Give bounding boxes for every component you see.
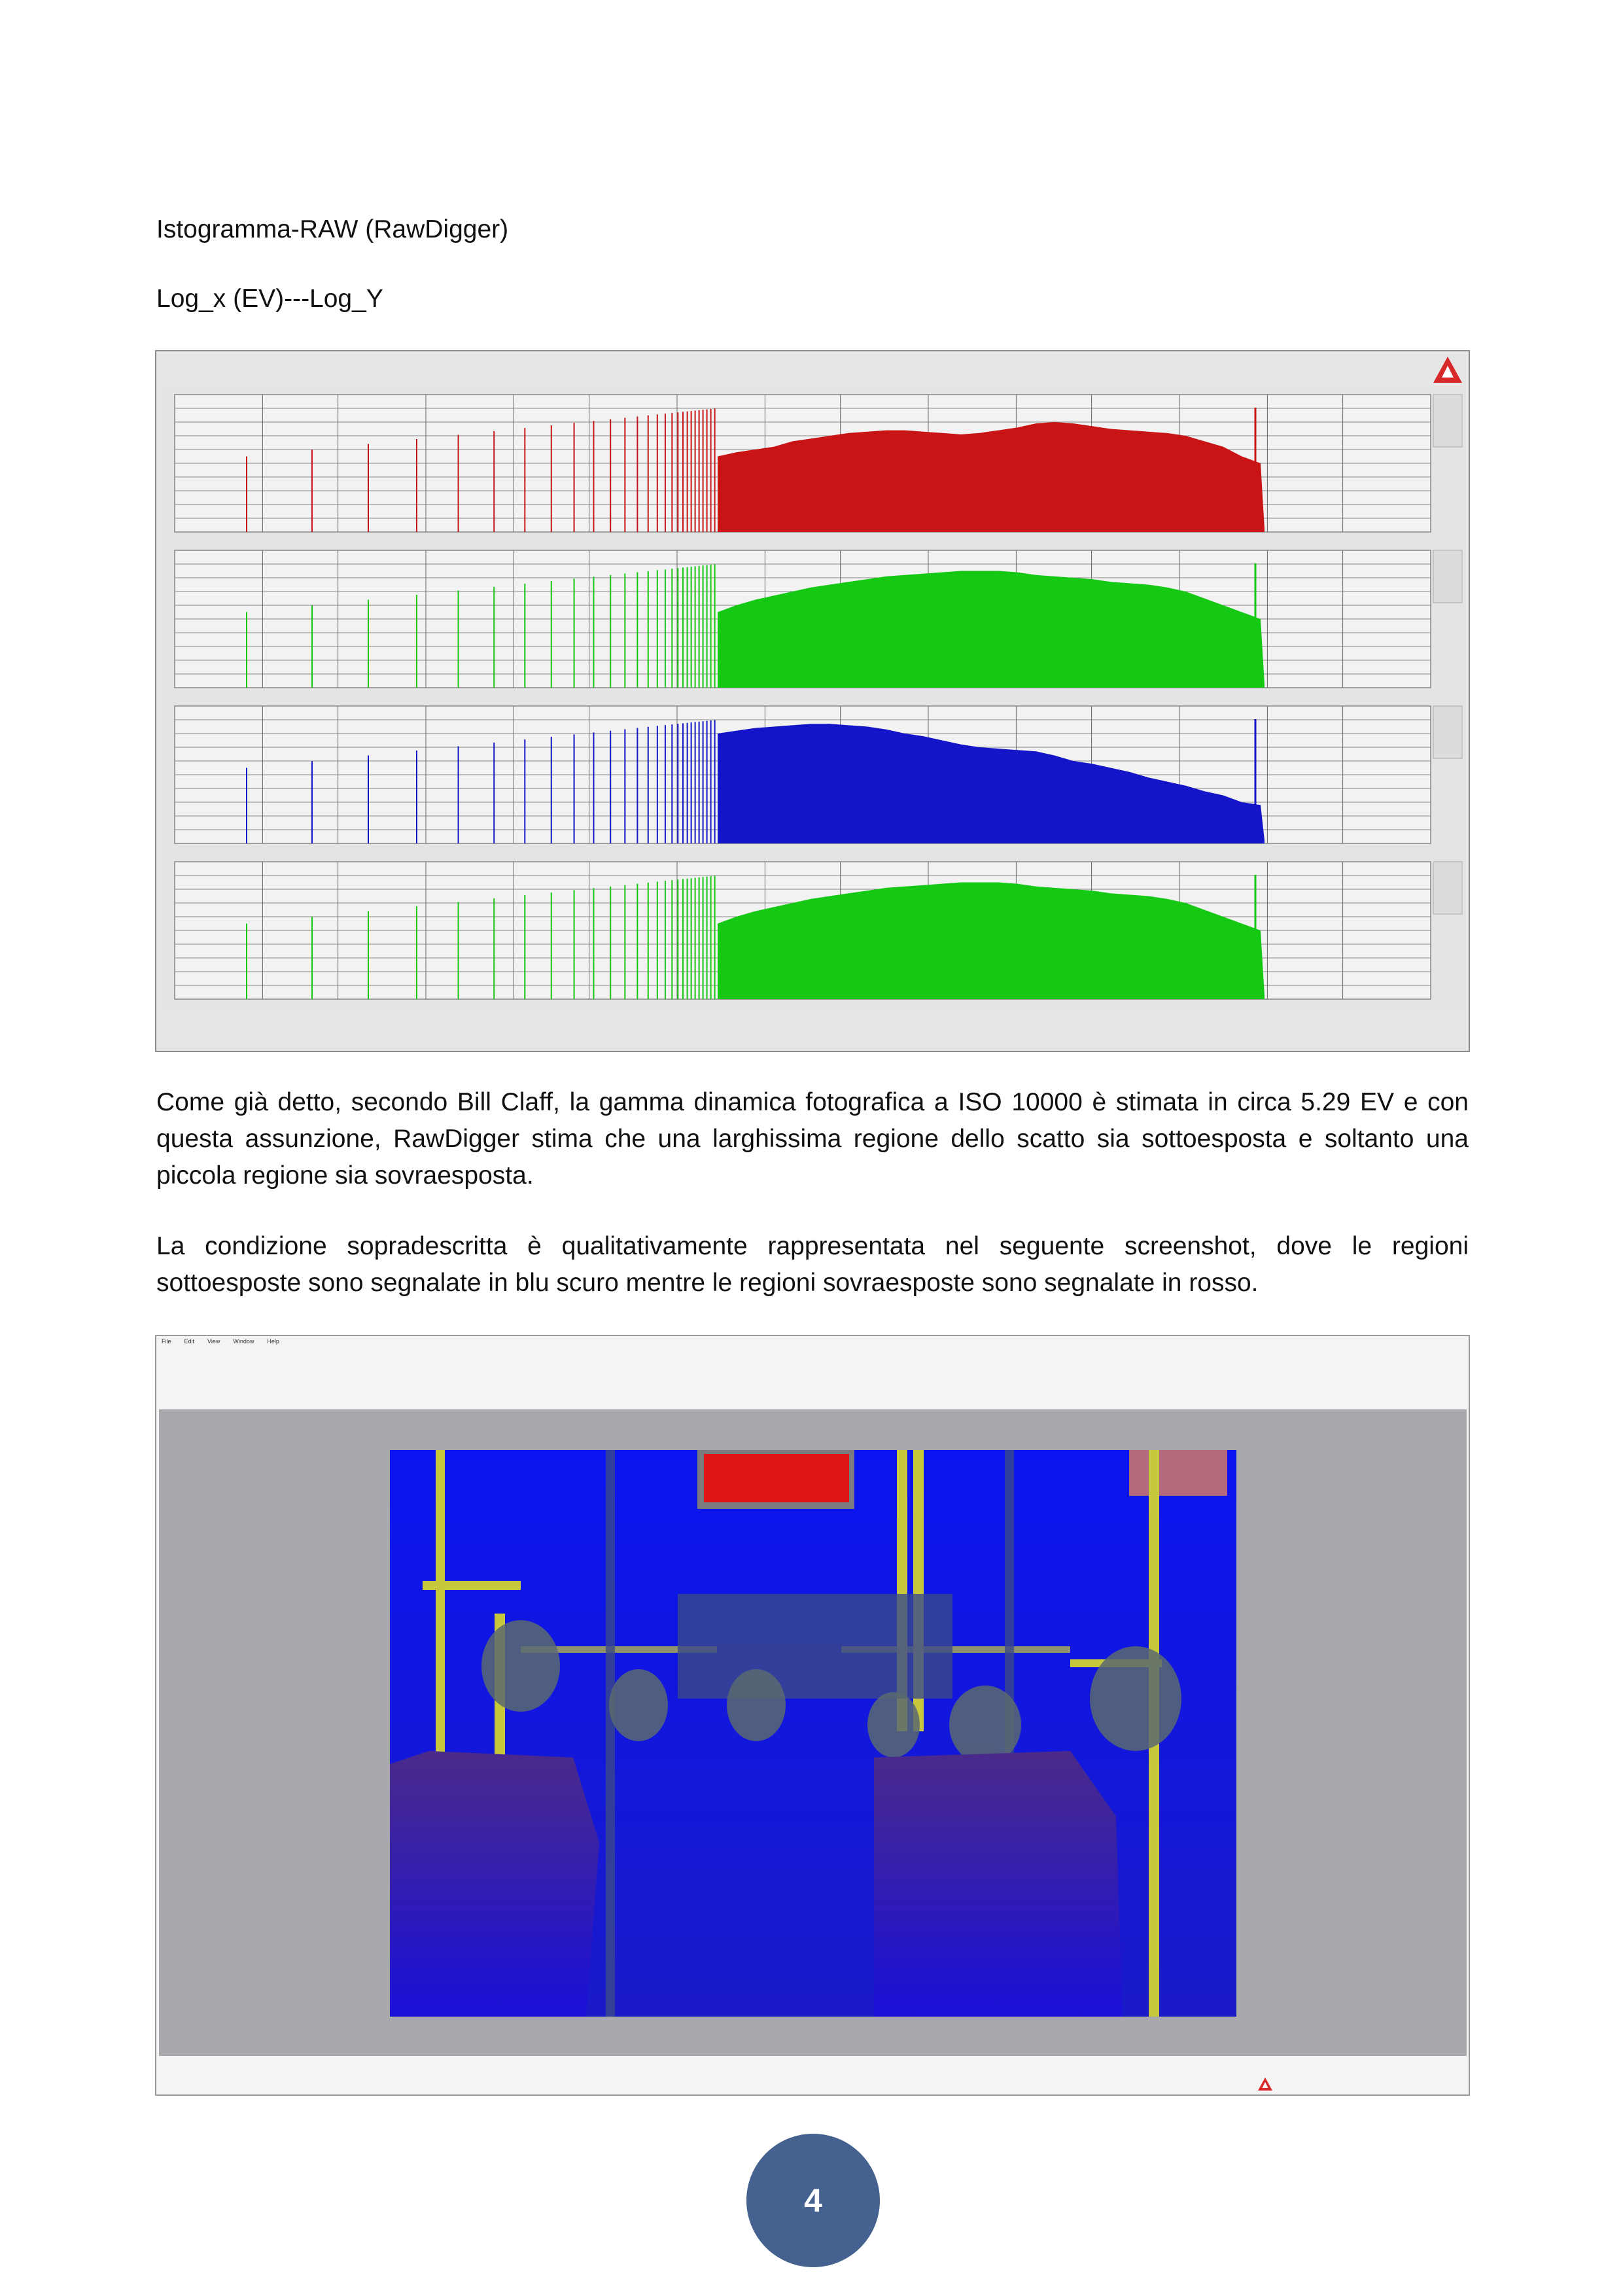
- page-number-badge: 4: [746, 2134, 880, 2267]
- image-viewer: [159, 1409, 1467, 2056]
- menu-item-file[interactable]: File: [162, 1338, 171, 1345]
- histogram-plot-g: [162, 544, 1465, 699]
- histogram-panel-g2: [162, 855, 1465, 1011]
- histogram-plot-g2: [162, 855, 1465, 1011]
- rawdigger-logo-icon: [1433, 357, 1462, 383]
- histogram-panel-b: [162, 699, 1465, 855]
- app-status-bar: [156, 2064, 1469, 2077]
- app-credit-text: [1447, 2083, 1449, 2089]
- heading-raw-histogram: Istogramma-RAW (RawDigger): [156, 215, 509, 243]
- menu-item-view[interactable]: View: [207, 1338, 220, 1345]
- paragraph-screenshot-description: La condizione sopradescritta è qualitativamente rappresentata nel seguente screenshot, dove le regioni sottoesposte sono segnalate in blu scuro mentre le regioni sovraesposte sono segnalate in rosso.: [156, 1232, 1469, 1297]
- exposure-overlay-photo: [390, 1450, 1236, 2017]
- app-menu-bar: [156, 1336, 1469, 1347]
- heading-log-axes: Log_x (EV)---Log_Y: [156, 285, 383, 313]
- menu-item-edit[interactable]: Edit: [184, 1338, 195, 1345]
- rawdigger-logo-small-icon: [1258, 2077, 1272, 2091]
- rawdigger-screenshot-figure: [155, 1335, 1470, 2096]
- raw-histogram-figure: [155, 350, 1470, 1052]
- histogram-panel-r: [162, 388, 1465, 544]
- menu-item-window[interactable]: Window: [233, 1338, 254, 1345]
- menu-item-help[interactable]: Help: [267, 1338, 279, 1345]
- histogram-panel-g: [162, 544, 1465, 699]
- histogram-figure-title: [156, 354, 1469, 361]
- paragraph-dynamic-range: Come già detto, secondo Bill Claff, la gamma dinamica fotografica a ISO 10000 è stimata in circa 5.29 EV e con questa assunzione, RawDigger stima che una larghissima regione dello scatto sia sottoesposta e soltanto una piccola regione sia sovraesposta.: [156, 1088, 1469, 1190]
- histogram-plot-r: [162, 388, 1465, 544]
- histogram-plot-b: [162, 699, 1465, 855]
